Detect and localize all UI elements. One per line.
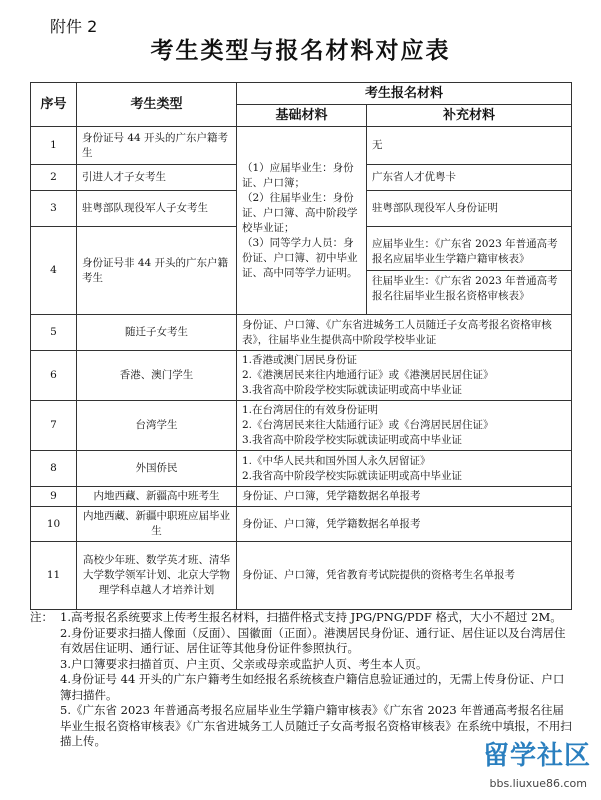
row-type: 外国侨民 (77, 451, 237, 487)
row-materials: 身份证、户口簿，凭学籍数据名单报考 (237, 507, 572, 542)
basic-material-3: （3）同等学力人员：身份证、户口簿、初中毕业证、高中同等学力证明。 (242, 236, 358, 279)
row-type: 高校少年班、数学英才班、清华大学数学领军计划、北京大学物理学科卓越人才培养计划 (77, 542, 237, 610)
row-type: 身份证号 44 开头的广东户籍考生 (77, 127, 237, 165)
material-line: 3.我省高中阶段学校实际就读证明或高中毕业证 (242, 434, 463, 446)
notes-label: 注： (30, 610, 53, 624)
row-materials: 身份证、户口簿，凭学籍数据名单报考 (237, 487, 572, 507)
watermark-logo: 留学社区 (482, 741, 591, 771)
header-type: 考生类型 (77, 83, 237, 127)
row-seq: 4 (31, 227, 77, 315)
row-seq: 7 (31, 401, 77, 451)
basic-material-1: （1）应届毕业生：身份证、户口簿； (242, 161, 354, 189)
notes-section (30, 610, 575, 750)
header-materials: 考生报名材料 (237, 83, 572, 105)
row-materials (237, 351, 572, 401)
row-type: 身份证号非 44 开头的广东户籍考生 (77, 227, 237, 315)
table-row (31, 401, 572, 451)
row-seq: 5 (31, 315, 77, 351)
material-line: 2.《港澳居民来往内地通行证》或《港澳居民居住证》 (242, 369, 494, 381)
header-seq: 序号 (31, 83, 77, 127)
row-supplement: 无 (367, 127, 572, 165)
table-row (31, 351, 572, 401)
header-supplement: 补充材料 (367, 105, 572, 127)
row-seq: 11 (31, 542, 77, 610)
table-row (31, 487, 572, 507)
material-line: 1.在台湾居住的有效身份证明 (242, 404, 379, 416)
row-materials (237, 401, 572, 451)
watermark-url: bbs.liuxue86.com (489, 777, 587, 790)
note-item: 2.身份证要求扫描人像面（反面）、国徽面（正面）。港澳居民身份证、通行证、居住证以及台湾居住有效居住证明、通行证、居住证等其他身份证件参照执行。 (60, 625, 566, 655)
note-item: 4.身份证号 44 开头的广东户籍考生如经报名系统核查户籍信息验证通过的，无需上传身份证、户口簿扫描件。 (60, 672, 565, 702)
row-type: 香港、澳门学生 (77, 351, 237, 401)
supplement-past-grad: 往届毕业生：《广东省 2023 年普通高考报名往届毕业生报名资格审核表》 (372, 275, 558, 302)
row-supplement (367, 227, 572, 315)
materials-table (30, 82, 572, 610)
header-basic: 基础材料 (237, 105, 367, 127)
table-row (31, 127, 572, 165)
row-type: 随迁子女考生 (77, 315, 237, 351)
row-seq: 10 (31, 507, 77, 542)
row-supplement: 驻粤部队现役军人身份证明 (367, 191, 572, 227)
row-materials: 身份证、户口簿，凭省教育考试院提供的资格考生名单报考 (237, 542, 572, 610)
table-row (31, 507, 572, 542)
table-row (31, 542, 572, 610)
material-line: 1.《中华人民共和国外国人永久居留证》 (242, 454, 431, 467)
note-item: 1.高考报名系统要求上传考生报名材料，扫描件格式支持 JPG/PNG/PDF 格式，大小不超过 2M。 (60, 610, 562, 624)
row-seq: 8 (31, 451, 77, 487)
row-materials: 身份证、户口簿、《广东省进城务工人员随迁子女高考报名资格审核表》，往届毕业生提供高中阶段学校毕业证 (237, 315, 572, 351)
material-line: 1.香港或澳门居民身份证 (242, 354, 358, 366)
row-supplement: 广东省人才优粤卡 (367, 165, 572, 191)
material-line: 2.我省高中阶段学校实际就读证明或高中毕业证 (242, 469, 463, 482)
material-line: 2.《台湾居民来往大陆通行证》或《台湾居民居住证》 (242, 419, 494, 431)
row-type: 引进人才子女考生 (77, 165, 237, 191)
basic-materials-cell (237, 127, 367, 315)
row-type: 内地西藏、新疆中职班应届毕业生 (77, 507, 237, 542)
row-seq: 3 (31, 191, 77, 227)
row-seq: 1 (31, 127, 77, 165)
attachment-label: 附件 2 (50, 17, 98, 36)
supplement-fresh-grad: 应届毕业生：《广东省 2023 年普通高考报名应届毕业生学籍户籍审核表》 (367, 234, 571, 271)
note-item: 5.《广东省 2023 年普通高考报名应届毕业生学籍户籍审核表》《广东省 2023 年普通高考报名往届毕业生报名资格审核表》《广东省进城务工人员随迁子女高考报名资格审核表》在系统中填报，不用扫描上传。 (60, 703, 572, 748)
table-row (31, 315, 572, 351)
row-type: 内地西藏、新疆高中班考生 (77, 487, 237, 507)
row-seq: 2 (31, 165, 77, 191)
page-title: 考生类型与报名材料对应表 (150, 37, 451, 64)
row-seq: 6 (31, 351, 77, 401)
row-type: 驻粤部队现役军人子女考生 (77, 191, 237, 227)
table-row (31, 451, 572, 487)
basic-material-2: （2）往届毕业生：身份证、户口簿、高中阶段学校毕业证； (242, 191, 358, 234)
row-materials (237, 451, 572, 487)
material-line: 3.我省高中阶段学校实际就读证明或高中毕业证 (242, 384, 463, 396)
row-type: 台湾学生 (77, 401, 237, 451)
note-item: 3.户口簿要求扫描首页、户主页、父亲或母亲或监护人页、考生本人页。 (60, 656, 428, 671)
row-seq: 9 (31, 487, 77, 507)
